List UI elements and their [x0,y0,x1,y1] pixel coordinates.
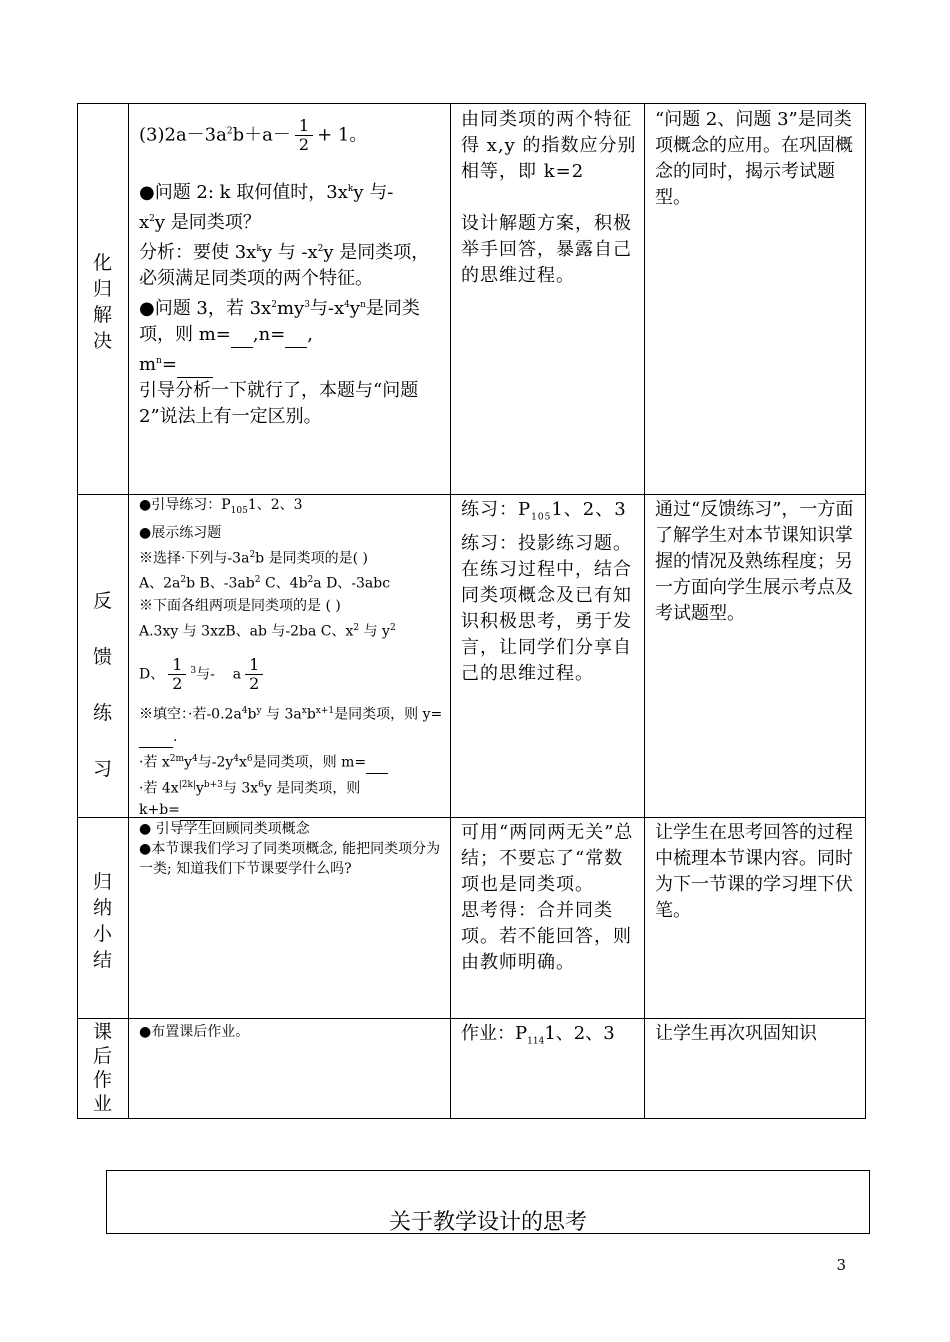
sub: 114 [527,1036,545,1047]
text: , [307,324,314,345]
text: 1、2、3 [551,499,627,520]
sup: 2 [271,300,277,310]
text: 与- [196,666,215,683]
fraction [295,117,313,154]
row4-student-activity [461,1021,641,1055]
text: 是同类项，则 y= [334,707,443,724]
sub: 105 [230,505,248,516]
sup: x+1 [315,706,335,717]
text: k+b= [139,802,180,819]
text: = [161,354,177,375]
denominator: 2 [298,135,310,154]
row4-teacher-activity [139,1021,444,1043]
section-title: 关于教学设计的思考 [388,1210,587,1235]
label-char: 结 [92,949,112,971]
row3-teacher-activity [139,819,444,879]
label-char: 化 [92,252,112,274]
row-label-guina [77,869,128,973]
table-border [77,1118,866,1119]
row-label-kehou [77,1020,128,1116]
sup: k [256,244,262,254]
text: y 是同类项，则 [263,780,361,797]
expression-line [139,117,444,154]
label-char: 业 [92,1093,112,1115]
label-char: 解 [92,304,112,326]
label-char: 课 [92,1021,112,1043]
text: y 是同类项？ [154,212,261,233]
paragraph: 通过“反馈练习”，一方面了解学生对本节课知识掌握的情况及熟练程度；另一方面向学生展示考点及考试题型。 [655,499,854,624]
sup: 6 [246,754,253,765]
text: y [349,298,361,319]
sup: 4 [344,300,350,310]
practice-line [139,494,444,522]
sup: 2 [317,244,324,254]
label-char: 习 [92,758,112,780]
paragraph: “问题 2、问题 3”是同类项概念的应用。在巩固概念的同时，揭示考试题型。 [655,109,853,208]
fraction [245,656,263,693]
denominator: 2 [172,673,183,693]
sup: n [360,300,366,310]
text: 1、2、3 [544,1023,615,1044]
label-char: 小 [92,923,112,945]
text: ,n= [252,324,286,345]
text: 与 3a [261,707,302,724]
text: + 1。 [317,124,368,146]
sup: 2 [149,214,155,224]
fraction [168,656,186,693]
blank-m [231,329,253,348]
text: x [139,212,150,233]
option-d [139,651,444,695]
col-divider [450,103,451,1119]
sup: 2 [226,126,233,137]
table-border [77,103,866,104]
question-2 [139,176,444,236]
practice-line [461,497,637,531]
text: 与-2y [197,754,234,771]
label-char: 作 [92,1069,112,1091]
sup: 4 [191,754,198,765]
row3-design-intent [655,820,860,924]
row-label-fankui [77,573,128,797]
text: ※填空：·若-0.2a [139,707,242,724]
homework-line [461,1021,641,1055]
lesson-table [77,103,866,1119]
sup: 3 [190,665,197,676]
row-label-huagui [77,250,128,354]
col-divider [128,103,129,1119]
label-char: 馈 [92,646,112,668]
sup: 2 [389,623,396,634]
paragraph: 让学生再次巩固知识 [655,1023,817,1044]
fill-blank-2 [139,748,444,774]
text: ※选择·下列与-3a [139,550,250,567]
text: b 是同类项的是( ) [255,550,368,567]
blank-mn [177,359,213,378]
text: D、 [139,666,165,683]
text: y 与- [353,182,394,203]
text: ·若 4x [139,780,179,797]
row4-design-intent [655,1021,860,1047]
text: . [173,729,178,746]
text: 与 y [359,623,390,640]
col-divider [644,103,645,1119]
row2-design-intent [655,497,860,627]
sup: n [156,356,162,366]
paragraph: 让学生在思考回答的过程中梳理本节课内容。同时为下一节课的学习埋下伏笔。 [655,822,853,921]
paragraph: 由同类项的两个特征得 x,y 的指数应分别相等，即 k=2 [461,109,637,182]
sup: k [347,184,354,194]
text: a [232,666,242,683]
sup: 3 [304,300,310,310]
text: A、2a [139,576,181,593]
text: C、4b [260,576,308,593]
sup: |2k| [178,779,196,790]
text: ※下面各组两项是同类项的是 ( ) [139,598,341,615]
sup: 2 [307,575,314,586]
sup: 2 [180,575,187,586]
text: ●问题 3，若 3x [139,298,272,319]
sup: 2 [249,549,256,560]
text: (3)2a－3a [139,124,227,146]
fill-blank-1 [139,700,444,748]
numerator: 1 [295,117,313,136]
blank-n [285,329,307,348]
label-char: 决 [92,330,112,352]
paragraph: 可用“两同两无关”总结；不要忘了“常数项也是同类项。 [461,822,634,895]
table-border [865,103,866,1119]
text: ●布置课后作业。 [139,1024,250,1040]
text: ●问题 2: k 取何值时，3x [139,182,348,203]
text: ● 引导学生回顾同类项概念 [139,821,310,837]
label-char: 归 [92,871,112,893]
row2-teacher-activity [139,494,444,821]
text: y [184,754,192,771]
sup: 2m [169,754,185,765]
text: y 是同类项，必须满足同类项的两个特征。 [139,242,430,289]
text: A.3xy 与 3xzB、ab 与-2ba C、x [139,623,354,640]
text: my [276,298,305,319]
row2-student-activity [461,497,637,687]
sup: 4 [241,706,248,717]
row1-teacher-activity [139,117,444,430]
choice-question [139,544,444,570]
pair-options [139,617,444,643]
question-3 [139,292,444,378]
sup: 6 [258,779,264,790]
sup: 4 [233,754,239,765]
sup: 2 [353,623,360,634]
row3-student-activity [461,820,637,976]
fill-blank-3 [139,774,444,800]
text: ●本节课我们学习了同类项概念, 能把同类项分为一类; 知道我们下节课要学什么吗? [139,841,441,877]
text: a D、-3abc [313,576,391,593]
text: 是同类项，则 m= [139,298,420,345]
numerator: 1 [168,656,186,675]
paragraph: 思考得：合并同类项。若不能回答，则由教师明确。 [461,900,632,973]
text: 是同类项，则 m= [252,754,367,771]
text: b [306,707,316,724]
text: y 与 -x [261,242,318,263]
row1-design-intent [655,107,860,211]
sup: x [301,706,307,717]
paragraph: 练习：投影练习题。在练习过程中，结合同类项概念及已有知识积极思考，勇于发言，让同学们分享自己的思维过程。 [461,532,632,684]
text: b B、-3ab [186,576,255,593]
row1-student-activity [461,107,637,289]
text: ●引导练习：P [139,497,231,513]
choice-options [139,569,444,595]
text: m [139,354,157,375]
blank-y [139,731,173,748]
text: 与-x [309,298,345,319]
text: y [195,780,204,797]
text: 与 3x [222,780,259,797]
sub: 105 [531,512,552,523]
section-box [106,1170,870,1234]
denominator: 2 [249,673,260,693]
sup: y [256,706,262,717]
paragraph: 设计解题方案，积极举手回答，暴露自己的思维过程。 [461,213,632,286]
sup: b+3 [203,779,223,790]
text: 分析：要使 3x [139,242,257,263]
text: b [247,707,257,724]
label-char: 后 [92,1045,112,1067]
text: b＋a－ [232,124,291,146]
text: x [239,754,247,771]
text: 练习：P [461,499,532,520]
label-char: 纳 [92,897,112,919]
sup: 2 [254,575,261,586]
row-divider [77,1018,866,1019]
label-char: 反 [92,590,112,612]
label-char: 归 [92,278,112,300]
text: 作业：P [461,1023,528,1044]
text: 1、2、3 [247,497,303,513]
page-number: 3 [836,1256,846,1274]
text: ·若 x [139,754,170,771]
text: ●展示练习题 [139,524,222,541]
blank-m [366,757,388,774]
numerator: 1 [245,656,263,675]
label-char: 练 [92,702,112,724]
analysis [139,236,444,292]
guide-note: 引导分析一下就行了，本题与“问题 2”说法上有一定区别。 [139,380,419,427]
